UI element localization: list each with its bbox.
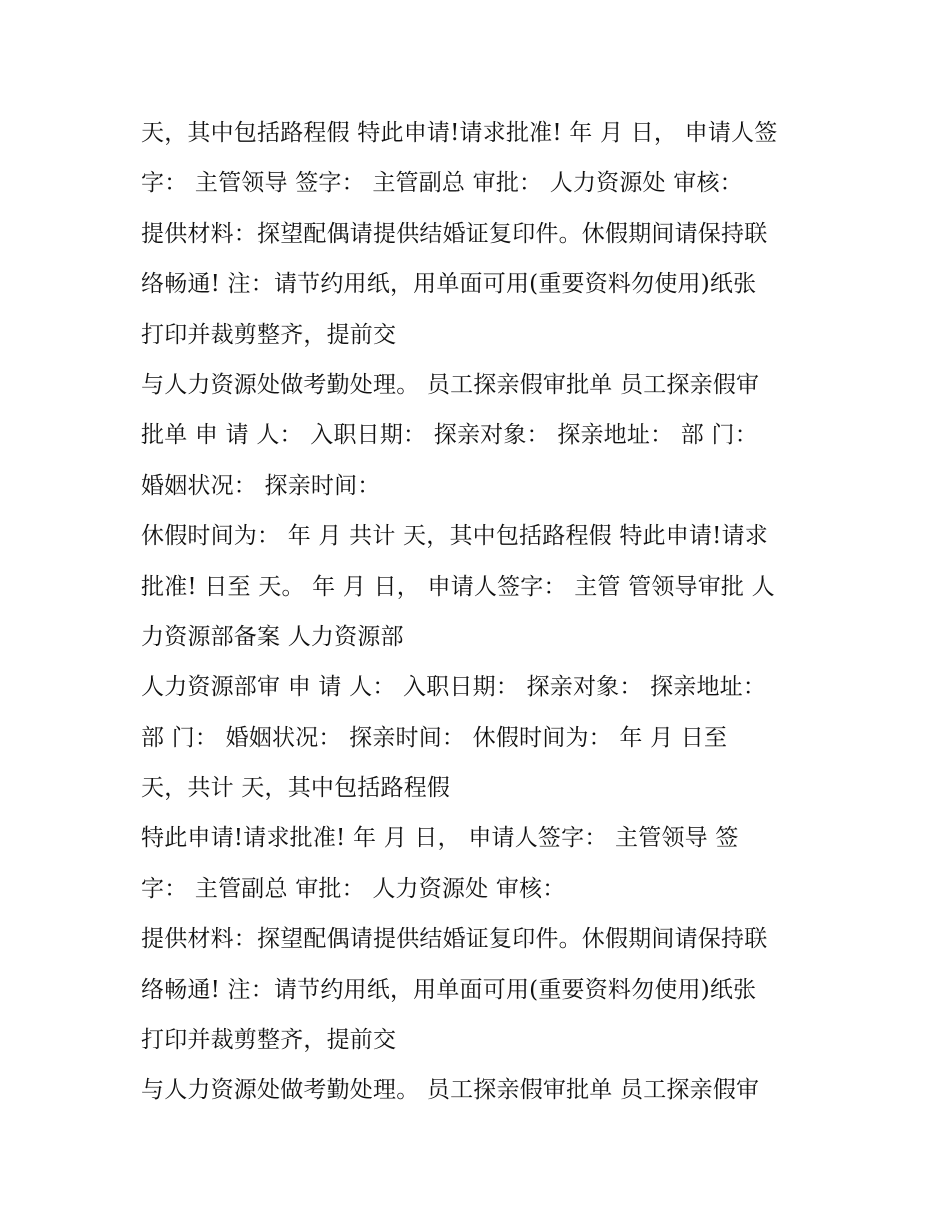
- text-line-17: 提供材料：探望配偶请提供结婚证复印件。休假期间请保持联: [141, 926, 768, 953]
- document-body: [141, 108, 821, 1116]
- text-line-14: 天，共计 天，其中包括路程假: [141, 775, 451, 802]
- text-line-10: 批准! 日至 天。 年 月 日， 申请人签字： 主管 管领导审批 人: [141, 573, 775, 600]
- text-line-15: 特此申请!请求批准! 年 月 日， 申请人签字： 主管领导 签: [141, 825, 739, 852]
- text-line-8: 婚姻状况： 探亲时间：: [141, 472, 381, 499]
- text-line-16: 字： 主管副总 审批： 人力资源处 审核：: [141, 875, 566, 902]
- text-line-20: 与人力资源处做考勤处理。 员工探亲假审批单 员工探亲假审: [141, 1077, 760, 1104]
- text-line-4: 络畅通! 注：请节约用纸，用单面可用(重要资料勿使用)纸张: [141, 271, 757, 298]
- text-line-1: 天，其中包括路程假 特此申请!请求批准! 年 月 日， 申请人签: [141, 120, 778, 146]
- text-line-19: 打印并裁剪整齐，提前交: [141, 1027, 397, 1054]
- text-line-11: 力资源部备案 人力资源部: [141, 623, 404, 650]
- text-line-2: 字： 主管领导 签字： 主管副总 审批： 人力资源处 审核：: [141, 170, 743, 197]
- text-line-9: 休假时间为： 年 月 共计 天，其中包括路程假 特此申请!请求: [141, 523, 768, 550]
- text-line-18: 络畅通! 注：请节约用纸，用单面可用(重要资料勿使用)纸张: [141, 976, 757, 1003]
- text-line-5: 打印并裁剪整齐，提前交: [141, 321, 397, 348]
- text-line-13: 部 门： 婚姻状况： 探亲时间： 休假时间为： 年 月 日至: [141, 724, 728, 751]
- text-line-7: 批单 申 请 人： 入职日期： 探亲对象： 探亲地址： 部 门：: [141, 422, 758, 449]
- text-line-3: 提供材料：探望配偶请提供结婚证复印件。休假期间请保持联: [141, 220, 768, 247]
- text-line-12: 人力资源部审 申 请 人： 入职日期： 探亲对象： 探亲地址：: [141, 674, 767, 701]
- text-line-6: 与人力资源处做考勤处理。 员工探亲假审批单 员工探亲假审: [141, 371, 760, 398]
